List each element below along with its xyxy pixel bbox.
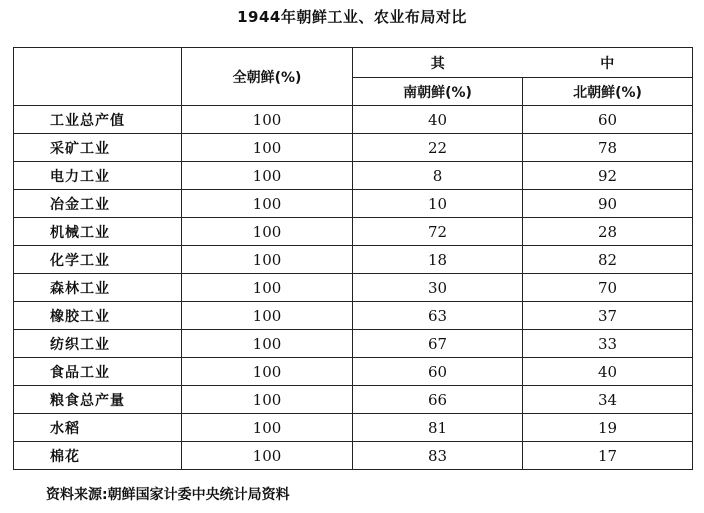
row-south: 40 <box>353 106 523 134</box>
row-south: 60 <box>353 358 523 386</box>
comparison-table <box>13 47 693 470</box>
table-title: 1944年朝鲜工业、农业布局对比 <box>237 8 467 26</box>
header-north: 北朝鲜(%) <box>523 78 693 106</box>
row-north: 82 <box>523 246 693 274</box>
row-south: 72 <box>353 218 523 246</box>
header-all-korea: 全朝鲜(%) <box>182 48 353 106</box>
row-total: 100 <box>182 386 353 414</box>
row-total: 100 <box>182 330 353 358</box>
row-north: 37 <box>523 302 693 330</box>
row-south: 22 <box>353 134 523 162</box>
row-total: 100 <box>182 218 353 246</box>
row-south: 81 <box>353 414 523 442</box>
row-item: 纺织工业 <box>14 330 182 358</box>
row-north: 90 <box>523 190 693 218</box>
row-south: 18 <box>353 246 523 274</box>
row-south: 67 <box>353 330 523 358</box>
row-total: 100 <box>182 246 353 274</box>
row-total: 100 <box>182 414 353 442</box>
table-row <box>14 162 693 190</box>
row-item: 粮食总产量 <box>14 386 182 414</box>
row-north: 34 <box>523 386 693 414</box>
row-total: 100 <box>182 134 353 162</box>
row-item: 水稻 <box>14 414 182 442</box>
row-north: 78 <box>523 134 693 162</box>
row-total: 100 <box>182 302 353 330</box>
row-item: 棉花 <box>14 442 182 470</box>
header-zhong: 中 <box>600 55 615 72</box>
row-total: 100 <box>182 190 353 218</box>
table-row <box>14 330 693 358</box>
row-item: 森林工业 <box>14 274 182 302</box>
table-row <box>14 414 693 442</box>
row-total: 100 <box>182 162 353 190</box>
row-item: 电力工业 <box>14 162 182 190</box>
row-north: 19 <box>523 414 693 442</box>
row-north: 17 <box>523 442 693 470</box>
row-north: 28 <box>523 218 693 246</box>
table-row <box>14 134 693 162</box>
row-north: 60 <box>523 106 693 134</box>
row-north: 40 <box>523 358 693 386</box>
corner-cell <box>14 48 182 106</box>
row-item: 橡胶工业 <box>14 302 182 330</box>
table-row <box>14 358 693 386</box>
header-qi: 其 <box>430 55 445 72</box>
row-south: 63 <box>353 302 523 330</box>
row-south: 10 <box>353 190 523 218</box>
row-total: 100 <box>182 442 353 470</box>
table-row <box>14 190 693 218</box>
row-south: 83 <box>353 442 523 470</box>
header-south: 南朝鲜(%) <box>353 78 523 106</box>
table-row <box>14 302 693 330</box>
header-qi-zhong <box>353 48 693 78</box>
row-south: 8 <box>353 162 523 190</box>
row-north: 70 <box>523 274 693 302</box>
row-south: 30 <box>353 274 523 302</box>
table-row <box>14 218 693 246</box>
table-row <box>14 246 693 274</box>
row-item: 机械工业 <box>14 218 182 246</box>
table-row <box>14 274 693 302</box>
row-item: 冶金工业 <box>14 190 182 218</box>
row-total: 100 <box>182 274 353 302</box>
row-total: 100 <box>182 106 353 134</box>
row-item: 化学工业 <box>14 246 182 274</box>
row-south: 66 <box>353 386 523 414</box>
table-row <box>14 386 693 414</box>
row-total: 100 <box>182 358 353 386</box>
row-item: 工业总产值 <box>14 106 182 134</box>
row-item: 食品工业 <box>14 358 182 386</box>
source-note: 资料来源:朝鲜国家计委中央统计局资料 <box>46 487 290 503</box>
row-north: 92 <box>523 162 693 190</box>
row-north: 33 <box>523 330 693 358</box>
table-row <box>14 442 693 470</box>
table-row <box>14 106 693 134</box>
row-item: 采矿工业 <box>14 134 182 162</box>
